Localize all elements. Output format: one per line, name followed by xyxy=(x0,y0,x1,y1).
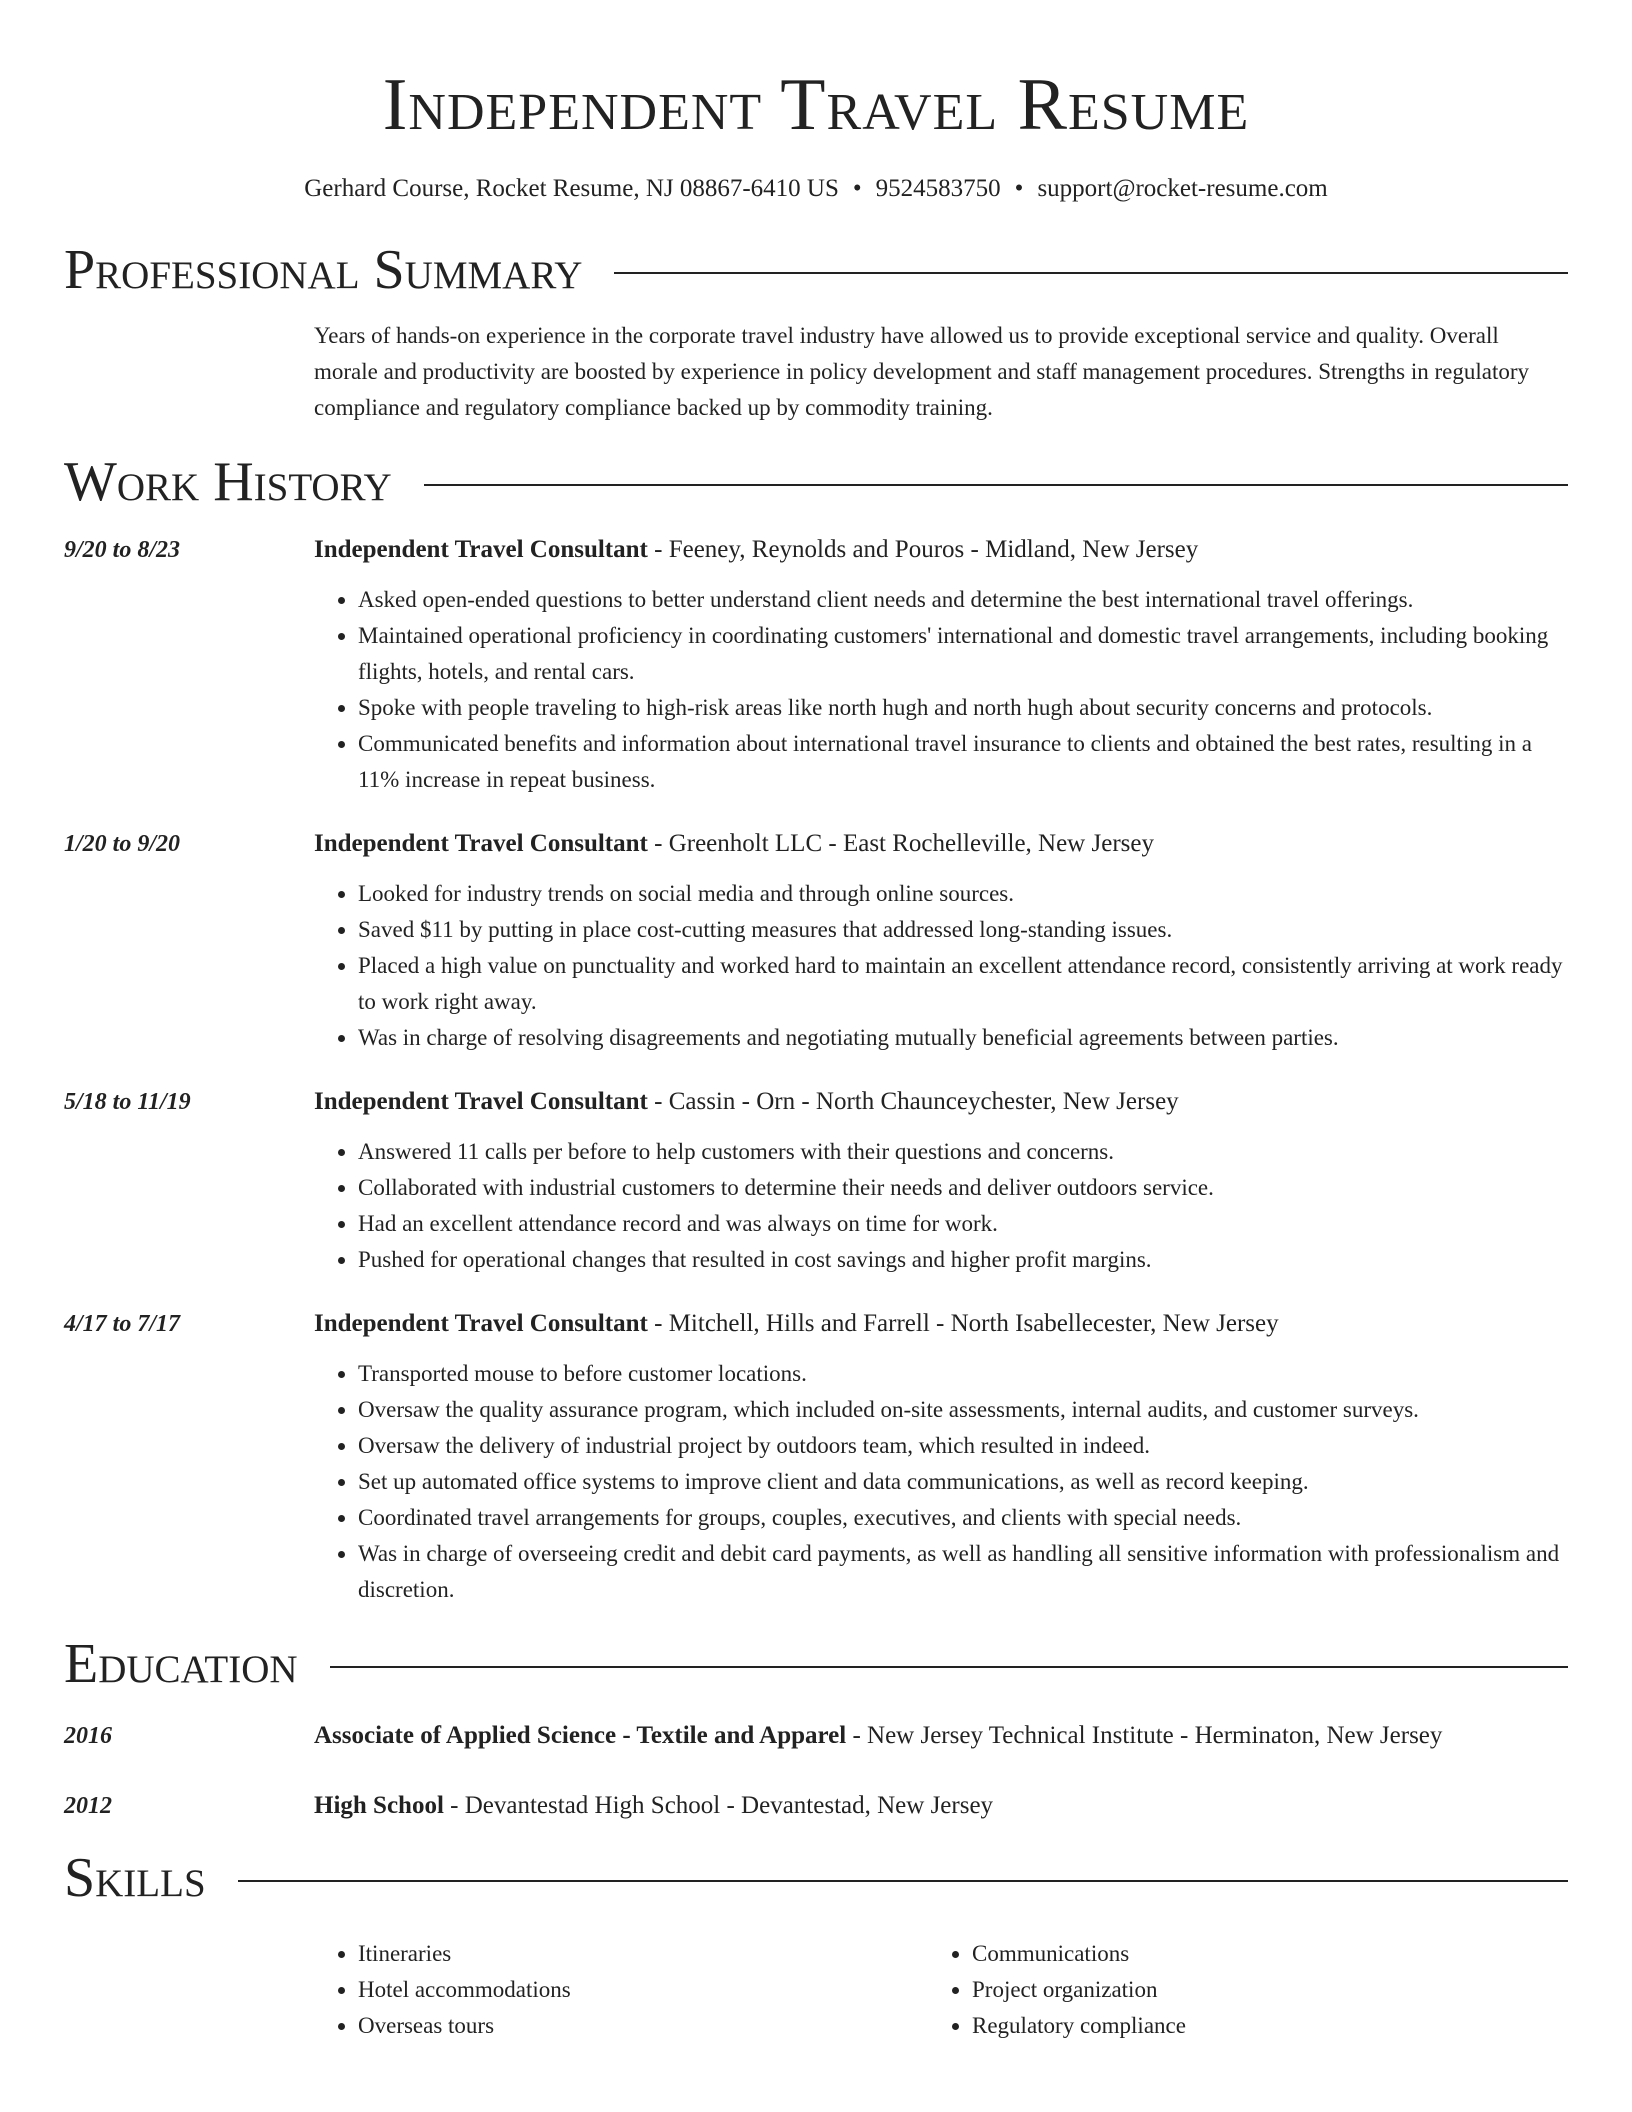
job-title: Independent Travel Consultant xyxy=(314,830,648,857)
education-year: 2016 xyxy=(64,1723,112,1749)
job-bullet: • Transported mouse to before customer locations. xyxy=(358,1356,1568,1392)
education-details: - Devantestad High School - Devantestad, New Jersey xyxy=(443,1792,994,1819)
job-bullet: • Communicated benefits and information about international travel insurance to clients and obtained the best rates, resulting in a 11% increase in repeat business. xyxy=(358,726,1568,798)
section-divider xyxy=(424,484,1568,486)
contact-separator: • xyxy=(852,175,862,202)
job-details: - Feeney, Reynolds and Pouros - Midland, New Jersey xyxy=(647,536,1199,563)
job-dates: 1/20 to 9/20 xyxy=(64,831,181,857)
job-body xyxy=(314,530,1568,798)
job-body xyxy=(314,1304,1568,1608)
job-bullet: • Was in charge of resolving disagreements and negotiating mutually beneficial agreements between parties. xyxy=(358,1020,1568,1056)
job-body xyxy=(314,1082,1568,1278)
education-line xyxy=(314,1716,1442,1756)
job-heading xyxy=(314,1082,1568,1122)
job-heading xyxy=(314,1304,1568,1344)
summary-section-header xyxy=(64,236,1568,304)
job-bullet: • Looked for industry trends on social media and through online sources. xyxy=(358,876,1568,912)
resume-title: Independent Travel Resume xyxy=(382,64,1250,146)
section-divider xyxy=(238,1880,1568,1882)
section-divider xyxy=(614,272,1568,274)
job-entry xyxy=(64,530,1568,798)
job-bullet: • Pushed for operational changes that resulted in cost savings and higher profit margins. xyxy=(358,1242,1568,1278)
skills-heading: Skills xyxy=(64,1847,206,1909)
job-entry xyxy=(64,1304,1568,1608)
contact-phone: 9524583750 xyxy=(875,175,1001,202)
contact-email[interactable]: support@rocket-resume.com xyxy=(1037,175,1328,202)
job-bullet: • Was in charge of overseeing credit and debit card payments, as well as handling all sensitive information with professionalism and discretion. xyxy=(358,1536,1568,1608)
job-bullet: • Maintained operational proficiency in coordinating customers' international and domestic travel arrangements, including booking flights, hotels, and rental cars. xyxy=(358,618,1568,690)
education-heading: Education xyxy=(64,1633,298,1695)
job-bullets xyxy=(314,1356,1568,1608)
skills-column-right xyxy=(928,1936,1542,2044)
job-dates: 4/17 to 7/17 xyxy=(64,1311,181,1337)
skill-item: • Overseas tours xyxy=(358,2008,928,2044)
job-bullet: • Oversaw the quality assurance program, which included on-site assessments, internal audits, and customer surveys. xyxy=(358,1392,1568,1428)
job-dates: 9/20 to 8/23 xyxy=(64,537,181,563)
job-title: Independent Travel Consultant xyxy=(314,1088,648,1115)
skill-item: • Project organization xyxy=(972,1972,1542,2008)
job-body xyxy=(314,824,1568,1056)
resume-page xyxy=(64,0,1568,2044)
job-title: Independent Travel Consultant xyxy=(314,536,648,563)
job-dates: 5/18 to 11/19 xyxy=(64,1089,191,1115)
education-section-header xyxy=(64,1630,1568,1698)
job-bullet: • Set up automated office systems to improve client and data communications, as well as record keeping. xyxy=(358,1464,1568,1500)
job-bullet: • Saved $11 by putting in place cost-cutting measures that addressed long-standing issues. xyxy=(358,912,1568,948)
job-bullet: • Coordinated travel arrangements for groups, couples, executives, and clients with special needs. xyxy=(358,1500,1568,1536)
job-bullet: • Answered 11 calls per before to help customers with their questions and concerns. xyxy=(358,1134,1568,1170)
skill-item: • Regulatory compliance xyxy=(972,2008,1542,2044)
contact-address: Gerhard Course, Rocket Resume, NJ 08867-6410 US xyxy=(304,175,839,202)
education-degree: High School xyxy=(314,1792,444,1819)
skills-column-left xyxy=(314,1936,928,2044)
job-bullets xyxy=(314,876,1568,1056)
job-details: - Greenholt LLC - East Rochelleville, New Jersey xyxy=(647,830,1154,857)
skill-item: • Hotel accommodations xyxy=(358,1972,928,2008)
job-bullets xyxy=(314,582,1568,798)
job-bullet: • Collaborated with industrial customers to determine their needs and deliver outdoors service. xyxy=(358,1170,1568,1206)
skills-section-header xyxy=(64,1844,1568,1912)
job-details: - Cassin - Orn - North Chaunceychester, New Jersey xyxy=(647,1088,1179,1115)
section-divider xyxy=(330,1666,1568,1668)
skill-item: • Itineraries xyxy=(358,1936,928,1972)
job-entry xyxy=(64,1082,1568,1278)
education-entry xyxy=(64,1786,1568,1826)
job-bullet: • Had an excellent attendance record and was always on time for work. xyxy=(358,1206,1568,1242)
job-bullet: • Placed a high value on punctuality and worked hard to maintain an excellent attendance record, consistently arriving at work ready to work right away. xyxy=(358,948,1568,1020)
job-bullet: • Spoke with people traveling to high-risk areas like north hugh and north hugh about security concerns and protocols. xyxy=(358,690,1568,726)
education-degree: Associate of Applied Science - Textile and Apparel xyxy=(314,1722,847,1749)
job-bullets xyxy=(314,1134,1568,1278)
job-bullet: • Asked open-ended questions to better understand client needs and determine the best international travel offerings. xyxy=(358,582,1568,618)
education-details: - New Jersey Technical Institute - Herminaton, New Jersey xyxy=(846,1722,1443,1749)
education-entry xyxy=(64,1716,1568,1756)
education-line xyxy=(314,1786,993,1826)
job-title: Independent Travel Consultant xyxy=(314,1310,648,1337)
education-year: 2012 xyxy=(64,1793,112,1819)
skill-item: • Communications xyxy=(972,1936,1542,1972)
job-entry xyxy=(64,824,1568,1056)
contact-separator: • xyxy=(1014,175,1024,202)
summary-heading: Professional Summary xyxy=(64,239,583,301)
summary-text: Years of hands-on experience in the corporate travel industry have allowed us to provide exceptional service and quality. Overall morale and productivity are boosted by experience in policy development and staff management procedures. Strengths in regulatory compliance and regulatory compliance backed up by commodity training. xyxy=(314,323,1529,420)
job-heading xyxy=(314,824,1568,864)
job-bullet: • Oversaw the delivery of industrial project by outdoors team, which resulted in indeed. xyxy=(358,1428,1568,1464)
skills-list xyxy=(314,1936,1568,2044)
work-heading: Work History xyxy=(64,451,392,513)
work-section-header xyxy=(64,448,1568,516)
contact-line xyxy=(64,172,1568,206)
job-heading xyxy=(314,530,1568,570)
job-details: - Mitchell, Hills and Farrell - North Isabellecester, New Jersey xyxy=(647,1310,1279,1337)
